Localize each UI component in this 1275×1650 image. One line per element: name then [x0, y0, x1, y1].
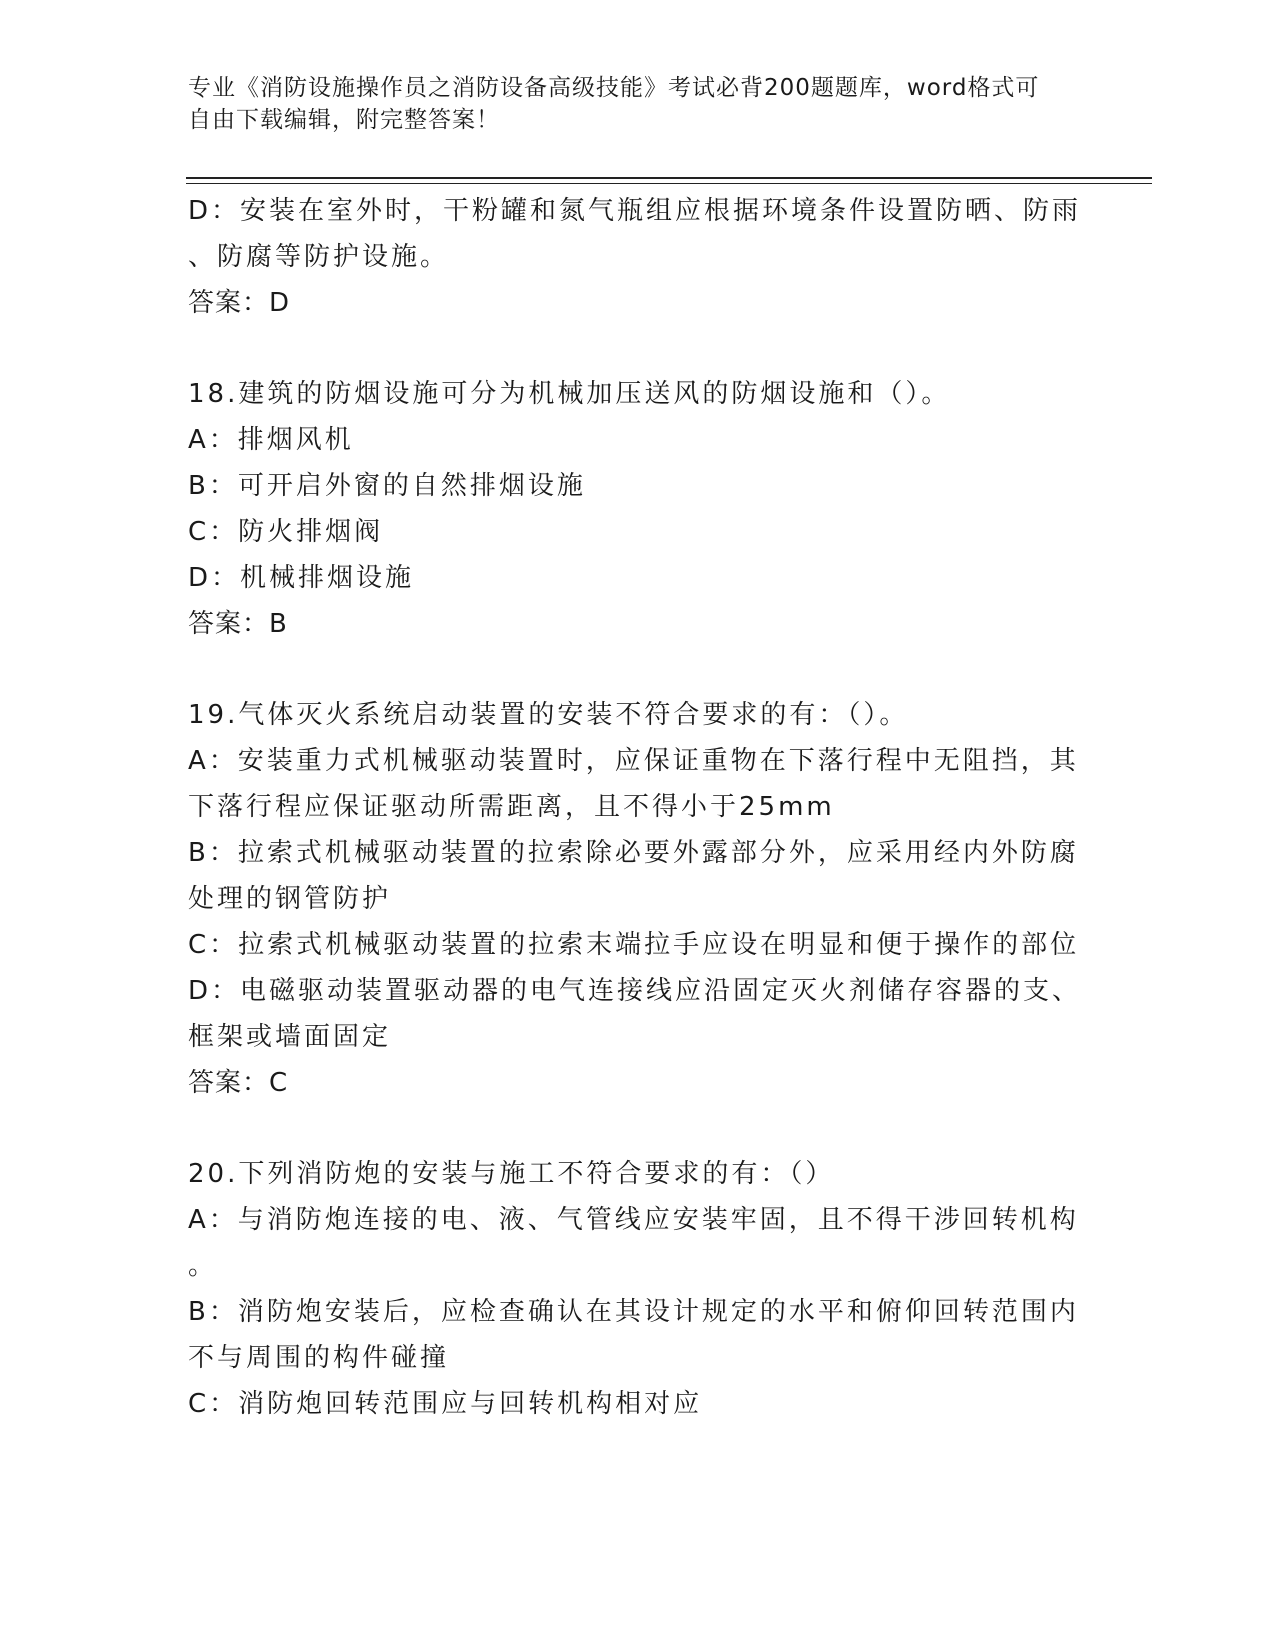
- option-b: B：可开启外窗的自然排烟设施: [188, 471, 586, 501]
- option-d-continued: 、防腐等防护设施。: [188, 242, 450, 272]
- header-line-1: 专业《消防设施操作员之消防设备高级技能》考试必背200题题库，word格式可: [188, 75, 1040, 101]
- option-d: D：机械排烟设施: [188, 563, 415, 593]
- question-stem: 19.气体灭火系统启动装置的安装不符合要求的有：（）。: [188, 700, 909, 730]
- header-rule-thin: [186, 183, 1152, 184]
- option-b-continued: 不与周围的构件碰撞: [188, 1343, 450, 1373]
- question-17-tail: [188, 188, 1082, 326]
- question-list: [188, 188, 1082, 1427]
- option-b: B：拉索式机械驱动装置的拉索除必要外露部分外，应采用经内外防腐: [188, 838, 1079, 868]
- question-stem: 20.下列消防炮的安装与施工不符合要求的有：（）: [188, 1159, 835, 1189]
- option-c: C：消防炮回转范围应与回转机构相对应: [188, 1389, 703, 1419]
- answer-line: 答案：D: [188, 288, 291, 318]
- header-line-2: 自由下载编辑，附完整答案！: [188, 107, 500, 133]
- question-18: [188, 371, 1078, 647]
- answer-line: 答案：B: [188, 609, 288, 639]
- answer-line: 答案：C: [188, 1068, 289, 1098]
- document-header: [188, 72, 1068, 136]
- option-d: D：电磁驱动装置驱动器的电气连接线应沿固定灭火剂储存容器的支、: [188, 976, 1082, 1006]
- option-a: A：与消防炮连接的电、液、气管线应安装牢固，且不得干涉回转机构: [188, 1205, 1079, 1235]
- option-a: A：安装重力式机械驱动装置时，应保证重物在下落行程中无阻挡，其: [188, 746, 1079, 776]
- option-a: A：排烟风机: [188, 425, 354, 455]
- option-c: C：防火排烟阀: [188, 517, 384, 547]
- question-20: [188, 1151, 1078, 1427]
- option-d: D：安装在室外时，干粉罐和氮气瓶组应根据环境条件设置防晒、防雨: [188, 196, 1082, 226]
- option-a-continued: 下落行程应保证驱动所需距离，且不得小于25mm: [188, 792, 835, 822]
- option-a-continued: 。: [188, 1251, 218, 1281]
- header-rule-thick: [186, 177, 1152, 179]
- question-stem: 18.建筑的防烟设施可分为机械加压送风的防烟设施和（）。: [188, 379, 951, 409]
- option-d-continued: 框架或墙面固定: [188, 1022, 392, 1052]
- question-19: [188, 692, 1082, 1106]
- option-b-continued: 处理的钢管防护: [188, 884, 392, 914]
- option-b: B：消防炮安装后，应检查确认在其设计规定的水平和俯仰回转范围内: [188, 1297, 1079, 1327]
- option-c: C：拉索式机械驱动装置的拉索末端拉手应设在明显和便于操作的部位: [188, 930, 1080, 960]
